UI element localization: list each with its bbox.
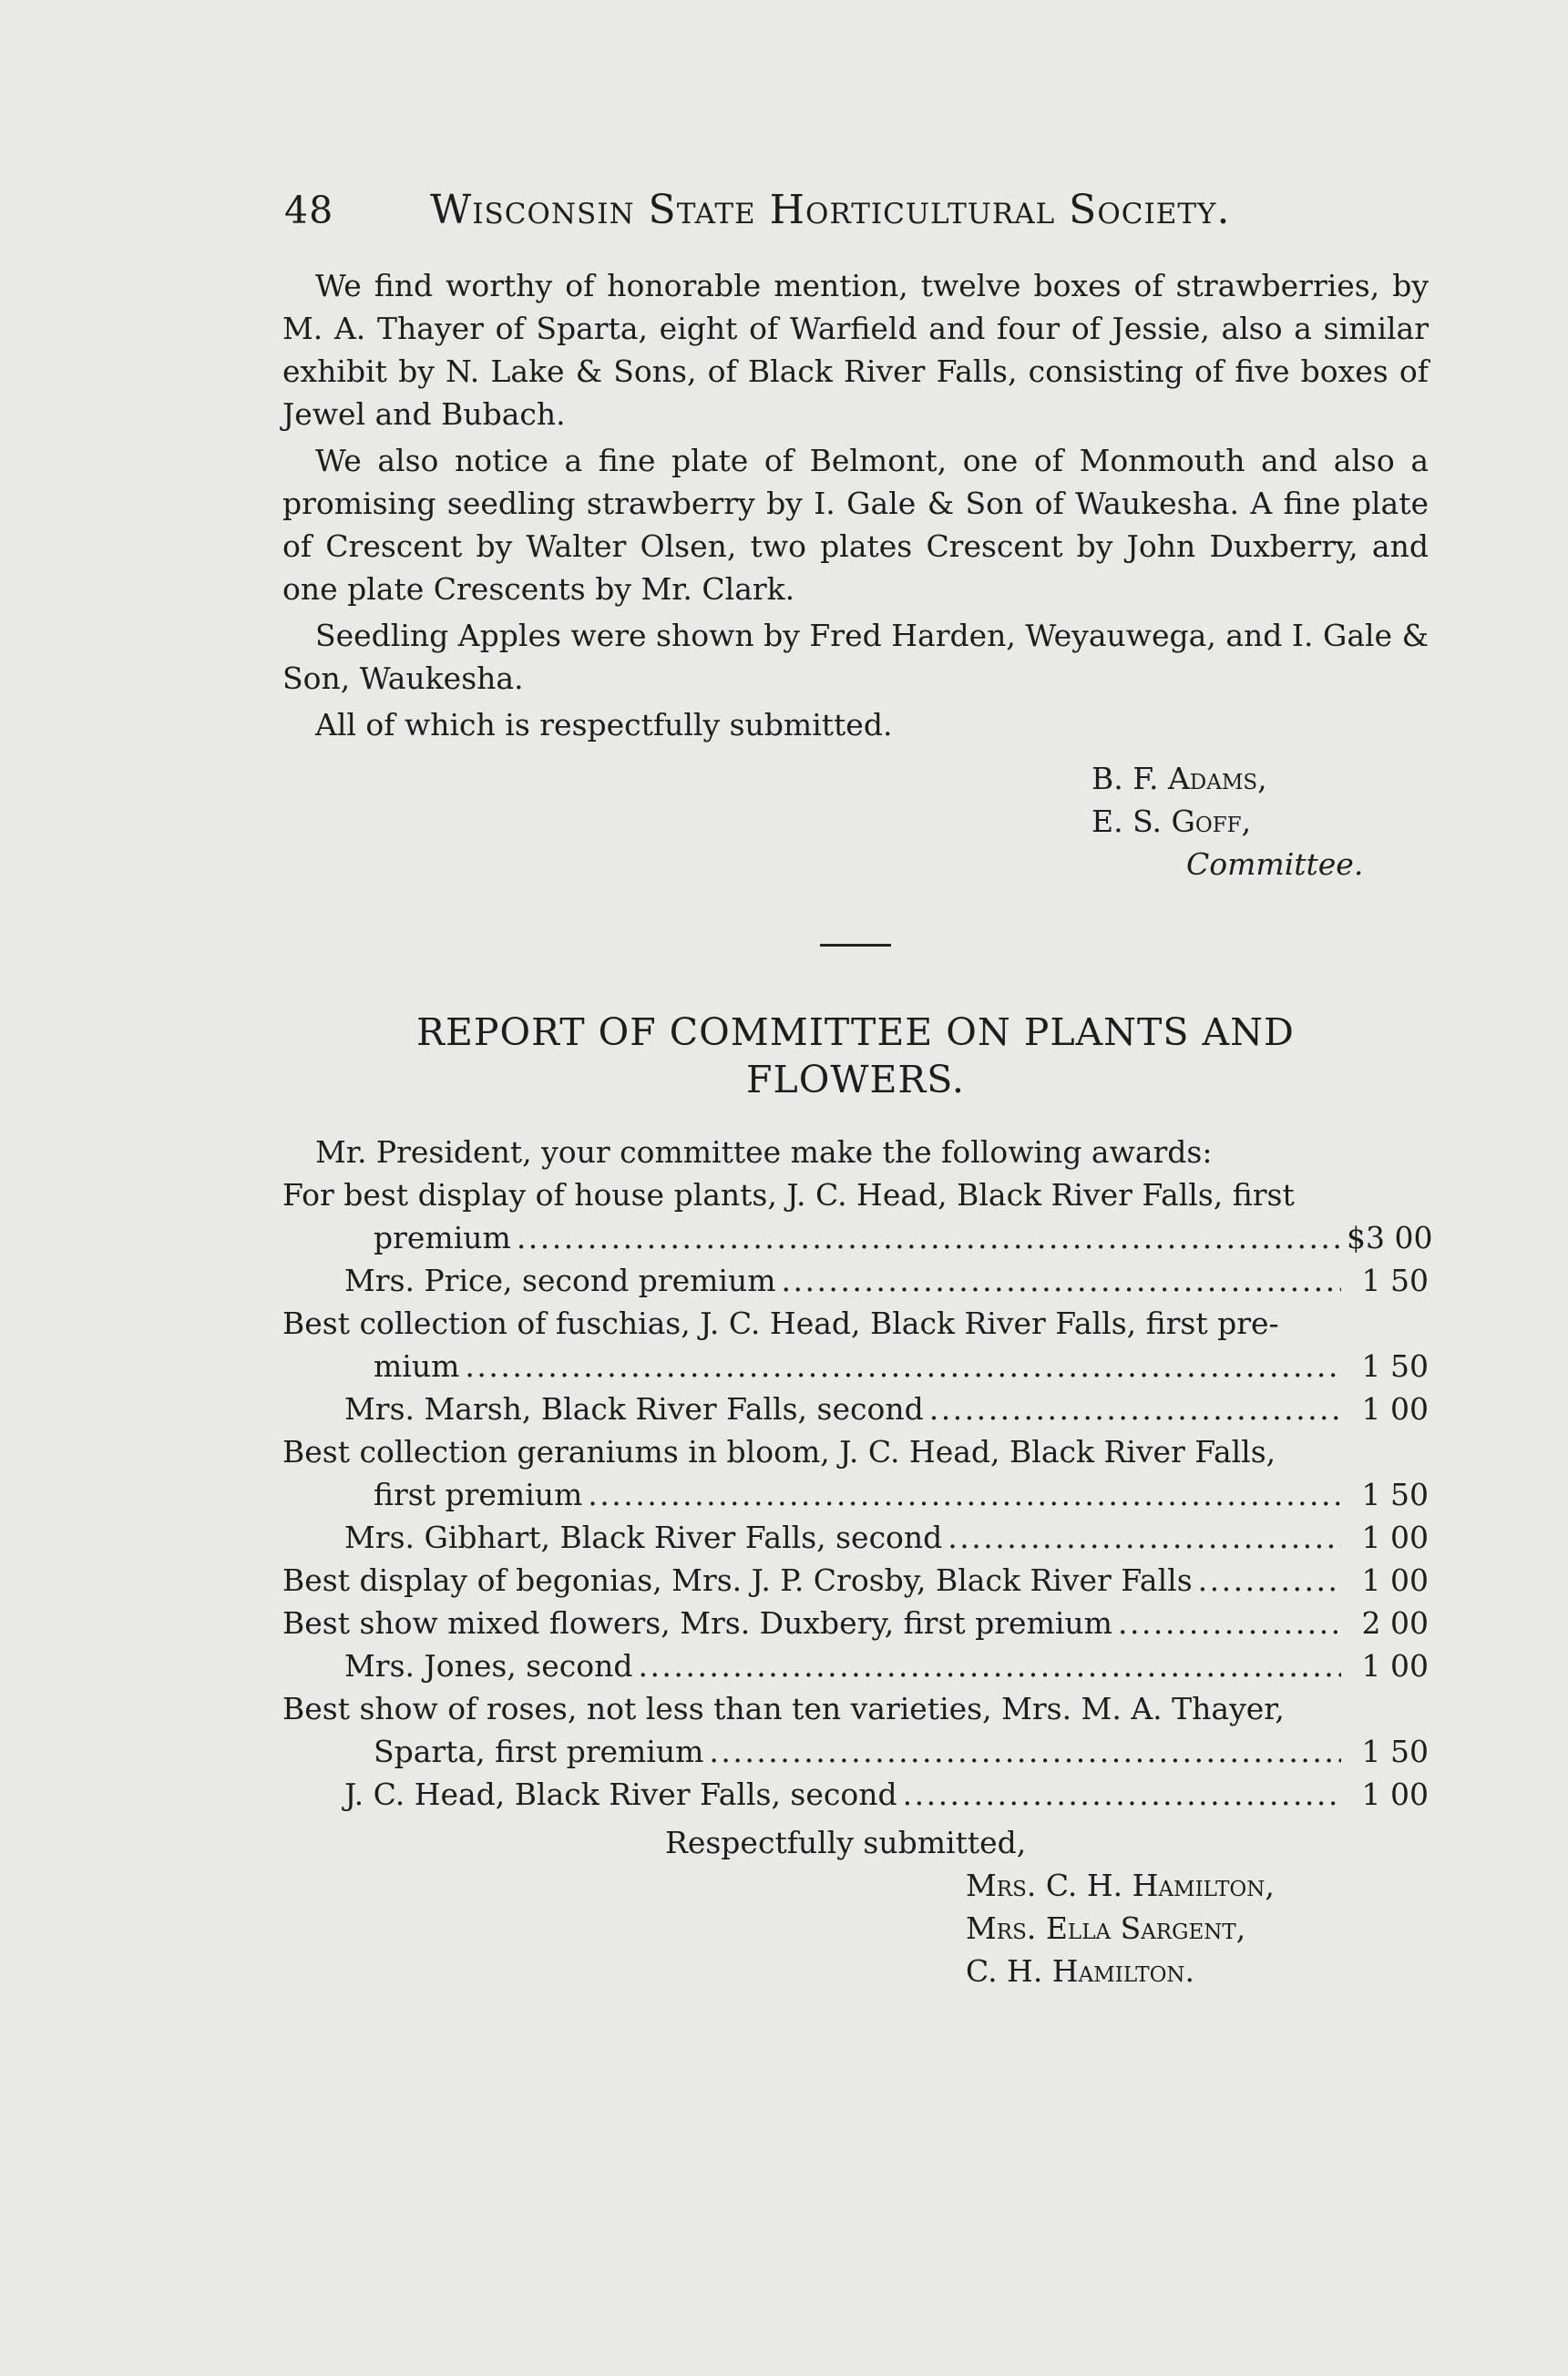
award-entry — [282, 1773, 1429, 1816]
section-divider — [820, 944, 891, 947]
award-amount: 1 50 — [1361, 1477, 1429, 1512]
leader-dots — [465, 1345, 1341, 1388]
awards-list — [282, 1173, 1433, 1816]
award-line — [282, 1473, 1429, 1516]
paragraph-submitted: All of which is respectfully submitted. — [315, 707, 893, 742]
award-line — [282, 1602, 1429, 1644]
leader-dots — [1118, 1602, 1341, 1644]
award-label: first premium — [374, 1477, 583, 1512]
award-amount: 1 00 — [1361, 1648, 1429, 1684]
award-label: Mrs. Price, second premium — [344, 1263, 776, 1298]
award-line — [282, 1730, 1429, 1773]
leader-dots — [1198, 1559, 1341, 1602]
award-line — [282, 1644, 1429, 1687]
award-entry — [282, 1259, 1429, 1302]
signer-name: B. F. Adams, — [1091, 761, 1267, 796]
award-label: Sparta, first premium — [374, 1734, 704, 1769]
signer-name: E. S. Goff, — [1091, 804, 1252, 839]
paragraph-belmont: We also notice a fine plate of Belmont, one of Monmouth and also a promising seedling strawberry by I. Gale & Son of Waukesha. A fine plate of Crescent by Walter Olsen, two plates Crescent by John Duxberry, and one plate Crescents by Mr. Clark. — [282, 443, 1429, 607]
leader-dots — [948, 1516, 1341, 1559]
award-line — [282, 1216, 1433, 1259]
signer-name: C. H. Hamilton. — [966, 1953, 1195, 1989]
award-description: Best collection geraniums in bloom, J. C. Head, Black River Falls, — [282, 1434, 1276, 1470]
award-label: Mrs. Gibhart, Black River Falls, second — [344, 1520, 943, 1555]
award-line — [282, 1345, 1429, 1388]
award-amount: 1 00 — [1361, 1520, 1429, 1555]
page-body — [282, 264, 1433, 1992]
leader-dots — [638, 1644, 1341, 1687]
award-line — [282, 1259, 1429, 1302]
report-title — [282, 1009, 1429, 1103]
leader-dots — [517, 1216, 1341, 1259]
award-description: Best collection of fuschias, J. C. Head, Black River Falls, first pre- — [282, 1306, 1279, 1341]
paragraph-honorable-mention: We find worthy of honorable mention, twelve boxes of strawberries, by M. A. Thayer of Sparta, eight of Warfield and four of Jessie, also a similar exhibit by N. Lake & Sons, of Black River Falls, consisting of five boxes of Jewel and Bubach. — [282, 268, 1429, 432]
report-title-line: REPORT OF COMMITTEE ON PLANTS AND — [416, 1010, 1295, 1054]
award-entry — [282, 1430, 1429, 1516]
award-entry — [282, 1644, 1429, 1687]
award-amount: 1 00 — [1361, 1562, 1429, 1598]
award-description: For best display of house plants, J. C. Head, Black River Falls, first — [282, 1177, 1295, 1213]
committee-label: Committee. — [1186, 846, 1364, 882]
award-amount: 1 50 — [1361, 1263, 1429, 1298]
award-amount: 1 50 — [1361, 1734, 1429, 1769]
award-line — [282, 1773, 1429, 1816]
signers-block — [966, 1864, 1429, 1992]
leader-dots — [782, 1259, 1341, 1302]
leader-dots — [903, 1773, 1341, 1816]
award-description: Best show of roses, not less than ten varieties, Mrs. M. A. Thayer, — [282, 1691, 1285, 1726]
award-entry — [282, 1302, 1429, 1388]
report-title-line: FLOWERS. — [746, 1058, 965, 1101]
paragraph-seedling-apples: Seedling Apples were shown by Fred Harden, Weyauwega, and I. Gale & Son, Waukesha. — [282, 618, 1429, 696]
award-label: mium — [374, 1348, 460, 1384]
closing-line: Respectfully submitted, — [665, 1825, 1027, 1860]
award-label: Best display of begonias, Mrs. J. P. Crosby, Black River Falls — [282, 1562, 1193, 1598]
award-label: Mrs. Marsh, Black River Falls, second — [344, 1391, 924, 1427]
page-number: 48 — [284, 189, 334, 232]
award-amount: 2 00 — [1361, 1605, 1429, 1641]
award-entry — [282, 1516, 1429, 1559]
award-entry — [282, 1687, 1429, 1773]
award-label: J. C. Head, Black River Falls, second — [344, 1777, 897, 1812]
running-title: Wisconsin State Horticultural Society. — [430, 187, 1231, 233]
award-amount: 1 00 — [1361, 1391, 1429, 1427]
award-line — [282, 1559, 1429, 1602]
award-line — [282, 1388, 1429, 1430]
award-label: Mrs. Jones, second — [344, 1648, 633, 1684]
award-amount: $3 00 — [1347, 1220, 1433, 1255]
signer-name: Mrs. C. H. Hamilton, — [966, 1868, 1275, 1903]
award-line — [282, 1516, 1429, 1559]
award-entry — [282, 1559, 1429, 1602]
leader-dots — [588, 1473, 1341, 1516]
leader-dots — [929, 1388, 1341, 1430]
award-amount: 1 00 — [1361, 1777, 1429, 1812]
committee-signature — [1091, 757, 1429, 886]
award-entry — [282, 1388, 1429, 1430]
award-entry — [282, 1602, 1429, 1644]
award-label: Best show mixed flowers, Mrs. Duxbery, first premium — [282, 1605, 1112, 1641]
signer-name: Mrs. Ella Sargent, — [966, 1910, 1246, 1946]
running-header — [284, 187, 1305, 233]
leader-dots — [709, 1730, 1341, 1773]
award-amount: 1 50 — [1361, 1348, 1429, 1384]
report-intro: Mr. President, your committee make the following awards: — [315, 1134, 1213, 1170]
award-entry — [282, 1173, 1433, 1259]
award-label: premium — [374, 1220, 511, 1255]
